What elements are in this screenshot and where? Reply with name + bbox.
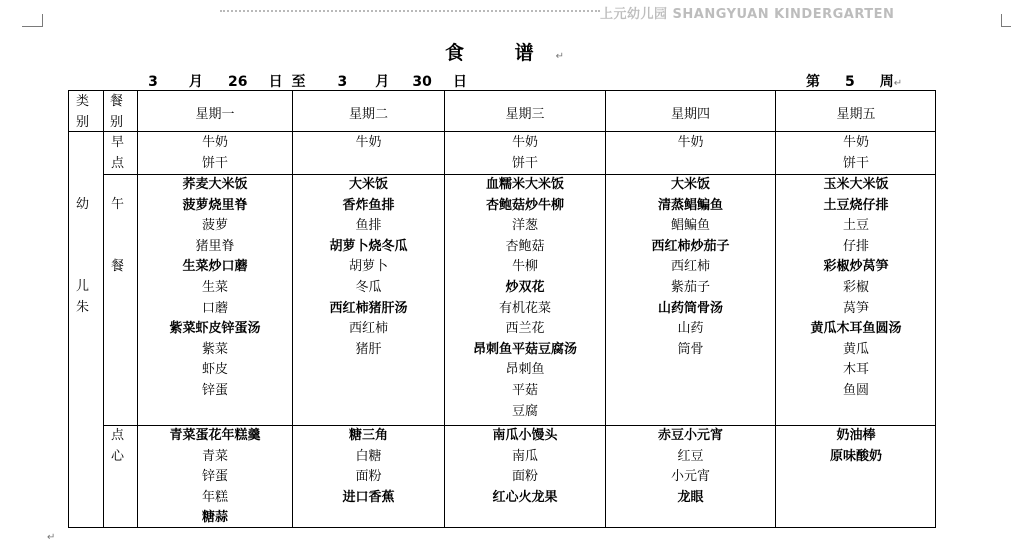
dish-name: 荞麦大米饭 [182,177,248,192]
ingredient: 饼干 [511,155,538,171]
day-header-tue: 星期二 [348,107,388,122]
day-header-wed: 星期三 [505,107,545,122]
ingredient: 虾皮 [201,362,228,378]
ingredient: 鱼圆 [842,382,869,398]
ingredient: 饼干 [842,155,869,171]
ingredient: 杏鲍菇 [505,238,545,254]
header-dotted-rule [220,10,600,12]
end-month: 3 [314,75,370,91]
menu-cell-snack-mon [138,426,292,529]
dish-name: 菠萝烧里脊 [182,197,248,213]
day-header-fri: 星期五 [836,107,876,122]
ingredient: 昂刺鱼 [505,362,545,378]
table-divider [68,131,936,132]
header-char: 类 [76,94,90,109]
meal-char: 点 [111,428,125,443]
ingredient: 牛奶 [201,135,228,150]
ingredient: 彩椒 [842,279,869,295]
ingredient: 西兰花 [505,321,545,337]
header-char: 餐 [110,94,124,109]
month-label-2: 月 [375,74,390,90]
meal-char: 心 [111,448,125,464]
meal-name-breakfast [111,133,124,174]
dish-name: 炒双花 [505,279,545,295]
ingredient [606,154,775,175]
day-header-thu: 星期四 [670,107,710,122]
dish-name: 血糯米大米饭 [485,177,564,192]
ingredient: 鲳鳊鱼 [670,218,710,234]
menu-cell-breakfast-mon [138,133,292,174]
ingredient: 牛奶 [511,135,538,150]
title-text: 食 谱 [445,42,556,64]
month-label: 月 [188,74,203,90]
ingredient: 筒骨 [677,341,704,357]
ingredient: 小元宵 [670,469,710,485]
ingredient: 面粉 [511,469,538,485]
dish-name: 黄瓜木耳鱼圆汤 [810,321,902,337]
dish-name: 清蒸鲳鳊鱼 [657,197,723,213]
start-day: 26 [212,75,264,91]
meal-char: 点 [111,155,125,171]
ingredient: 洋葱 [511,218,538,234]
dish-name: 糖三角 [348,428,388,443]
paragraph-mark: ↵ [893,78,903,89]
menu-cell-lunch-fri [776,175,936,402]
ingredient: 牛柳 [511,259,538,275]
week-number-line [806,71,902,91]
ingredient: 西红柿 [670,259,710,275]
page-title [445,38,564,65]
paragraph-mark: ↵ [555,51,565,62]
school-name: 上元幼儿园 SHANGYUAN KINDERGARTEN [600,7,895,22]
day-header-mon: 星期一 [195,107,235,122]
ingredient: 鱼排 [355,218,382,234]
menu-cell-lunch-thu [606,175,775,360]
header-char: 别 [76,114,90,130]
ingredient: 面粉 [355,469,382,485]
ingredient: 南瓜 [511,448,538,464]
category-header [76,92,89,133]
page-corner-mark-right [1001,14,1011,27]
category-label [76,195,89,319]
dish-name: 杏鲍菇炒牛柳 [485,197,564,213]
menu-cell-snack-fri [776,426,936,467]
ingredient: 口蘑 [201,300,228,316]
dish-name: 龙眼 [677,489,704,505]
dish-name: 大米饭 [348,177,388,192]
ingredient: 冬瓜 [355,279,382,295]
menu-cell-lunch-wed [445,175,605,422]
paragraph-mark: ↵ [47,532,56,543]
start-month: 3 [122,75,184,91]
ingredient: 年糕 [201,489,228,505]
dish-name: 红心火龙果 [492,489,558,505]
day-label: 日 [268,74,283,90]
ingredient: 黄瓜 [842,341,869,357]
dish-name: 原味酸奶 [829,448,882,464]
menu-cell-snack-thu [606,426,775,508]
dish-name: 西红柿猪肝汤 [329,300,408,316]
menu-cell-breakfast-wed [445,133,605,174]
ingredient: 青菜 [201,448,228,464]
week-number: 5 [831,75,869,91]
ingredient: 木耳 [842,362,869,378]
dish-name: 胡萝卜烧冬瓜 [329,238,408,254]
dish-name: 青菜蛋花年糕羹 [169,428,261,443]
ingredient: 菠萝 [201,218,228,234]
ingredient: 牛奶 [842,135,869,150]
ingredient: 紫菜 [201,341,228,357]
ingredient: 胡萝卜 [348,259,388,275]
dish-name: 紫菜虾皮锌蛋汤 [169,321,261,337]
ingredient: 锌蛋 [201,382,228,398]
dish-name: 玉米大米饭 [823,177,889,192]
dish-name: 进口香蕉 [342,489,395,505]
week-suffix: 周 [879,74,894,90]
category-char: 幼 [76,197,90,212]
meal-char: 早 [111,135,125,150]
ingredient: 牛奶 [677,135,704,150]
to-label: 至 [291,74,306,90]
dish-name: 生菜炒口蘑 [182,259,248,275]
ingredient [293,154,444,175]
dish-name: 西红柿炒茄子 [651,238,730,254]
dish-name: 香炸鱼排 [342,197,395,213]
dish-name: 大米饭 [670,177,710,192]
ingredient: 豆腐 [511,403,538,419]
menu-cell-snack-wed [445,426,605,508]
ingredient: 土豆 [842,218,869,234]
week-prefix: 第 [806,74,820,90]
dish-name: 南瓜小馒头 [492,428,558,443]
ingredient: 有机花菜 [498,300,551,316]
end-day: 30 [396,75,448,91]
dish-name: 奶油棒 [836,428,876,443]
dish-name: 山药筒骨汤 [657,300,723,316]
meal-header [110,92,123,133]
menu-cell-lunch-mon [138,175,292,402]
ingredient: 紫茄子 [670,279,710,295]
meal-char: 餐 [111,258,125,274]
day-label-2: 日 [453,74,467,90]
meal-name-snack [111,426,124,467]
dish-name: 昂刺鱼平菇豆腐汤 [472,341,577,357]
ingredient: 锌蛋 [201,469,228,485]
ingredient: 西红柿 [348,321,388,337]
menu-cell-lunch-tue [293,175,444,360]
page-corner-mark-left [22,14,43,27]
dish-name: 彩椒炒莴笋 [823,259,889,275]
table-divider [103,90,104,528]
menu-cell-breakfast-fri [776,133,936,174]
ingredient: 莴笋 [842,300,869,316]
ingredient: 生菜 [201,279,228,295]
ingredient: 猪里脊 [195,238,235,254]
dish-name: 赤豆小元宵 [657,428,723,443]
ingredient: 饼干 [201,155,228,171]
menu-cell-breakfast-thu [606,133,775,174]
date-range [122,71,467,91]
ingredient: 牛奶 [355,135,382,150]
category-char: 朱 [76,299,90,315]
ingredient: 平菇 [511,382,538,398]
ingredient: 仔排 [842,238,869,254]
meal-char: 午 [111,197,125,212]
meal-name-lunch [111,195,124,277]
category-char: 儿 [76,279,90,295]
ingredient: 红豆 [677,448,704,464]
ingredient: 山药 [677,321,704,337]
dish-name: 糖蒜 [201,510,228,526]
ingredient: 猪肝 [355,341,382,357]
header-char: 别 [110,114,124,130]
ingredient: 白糖 [355,448,382,464]
menu-cell-breakfast-tue [293,133,444,174]
menu-cell-snack-tue [293,426,444,508]
dish-name: 土豆烧仔排 [823,197,889,213]
